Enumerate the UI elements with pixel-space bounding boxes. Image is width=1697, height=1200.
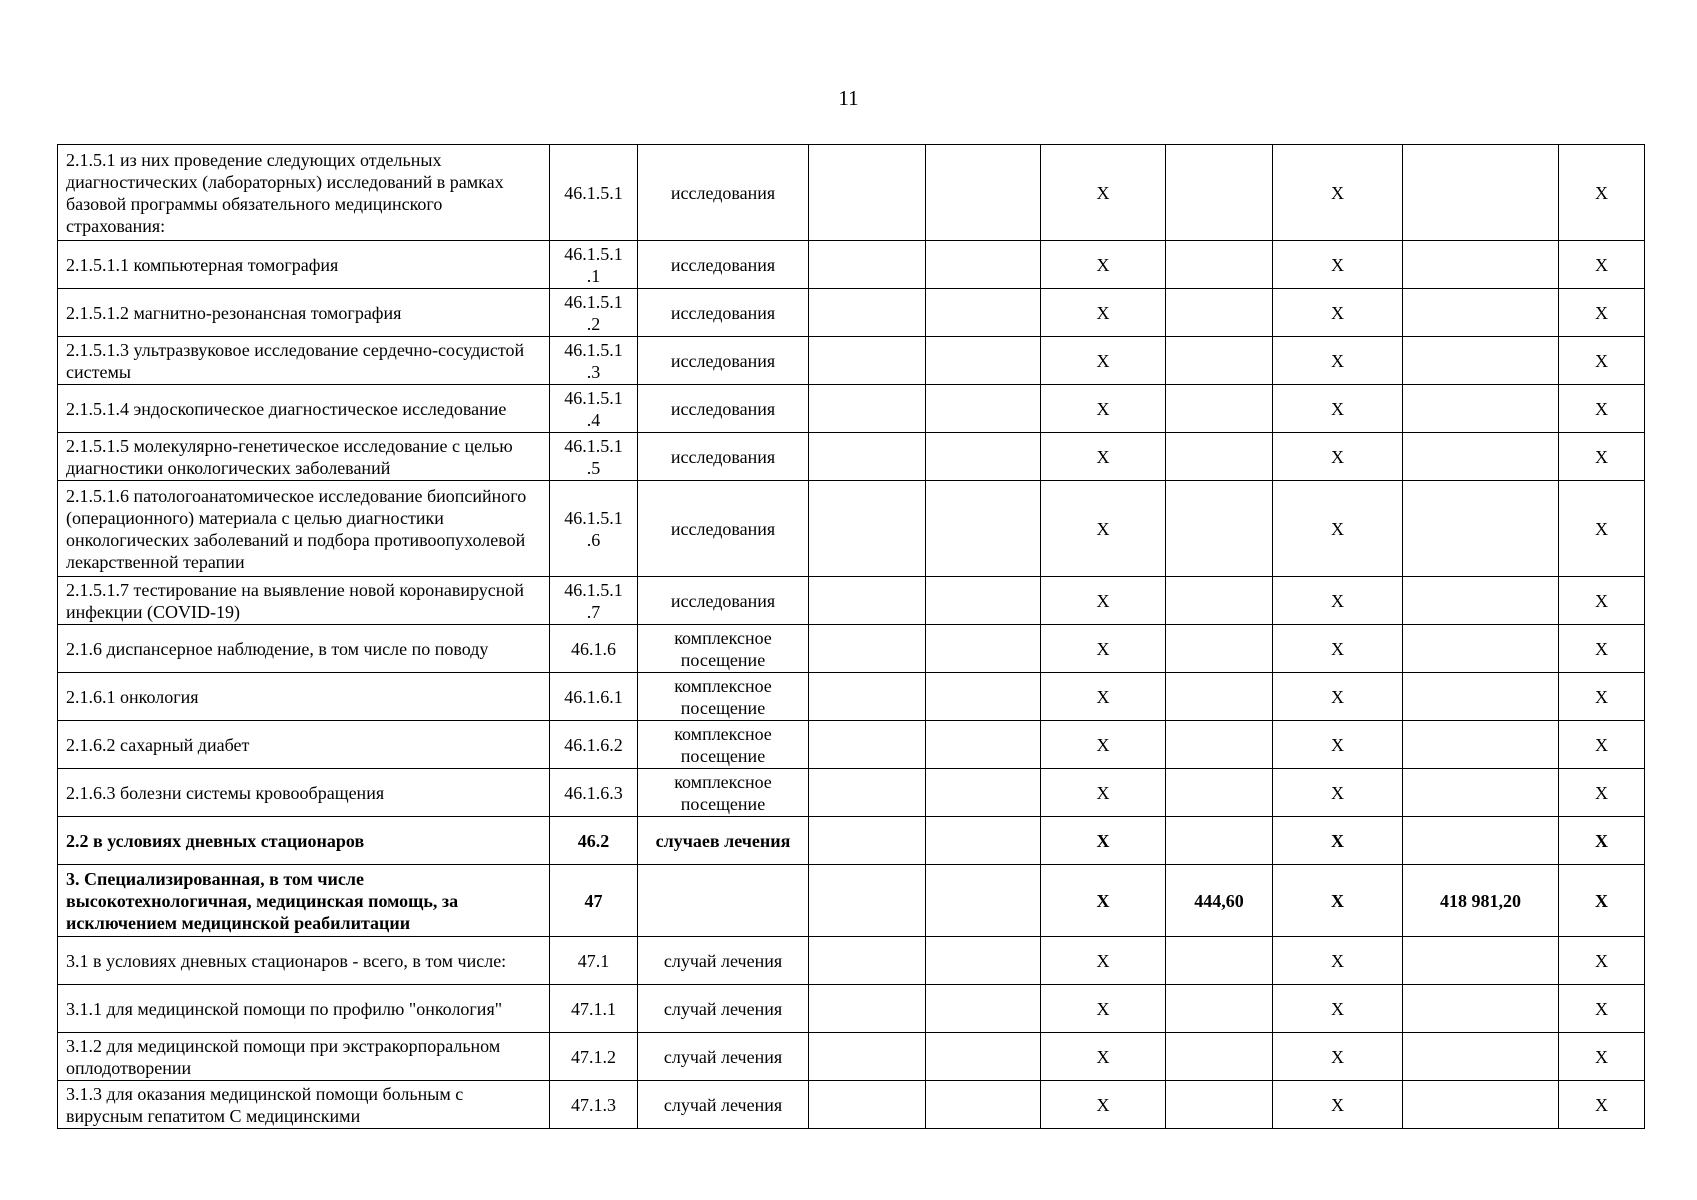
row-value-cell-10: X — [1559, 673, 1645, 721]
row-value-cell-8: X — [1273, 817, 1403, 865]
row-value-cell-5 — [926, 385, 1041, 433]
row-value-cell-4 — [809, 817, 926, 865]
row-code-cell: 46.2 — [550, 817, 638, 865]
row-value-cell-6: X — [1041, 865, 1166, 937]
row-value-cell-7 — [1166, 145, 1273, 241]
row-unit-cell: случаев лечения — [638, 817, 809, 865]
row-value-cell-4 — [809, 625, 926, 673]
row-value-cell-8: X — [1273, 985, 1403, 1033]
row-value-cell-9 — [1403, 481, 1559, 577]
row-unit-cell: исследования — [638, 385, 809, 433]
row-value-cell-9: 418 981,20 — [1403, 865, 1559, 937]
row-name-cell: 2.1.5.1.6 патологоанатомическое исследование биопсийного (операционного) материала с целью диагностики онкологических заболеваний и подбора противоопухолевой лекарственной терапии — [58, 481, 550, 577]
row-value-cell-7 — [1166, 625, 1273, 673]
row-value-cell-10: X — [1559, 865, 1645, 937]
row-value-cell-9 — [1403, 145, 1559, 241]
row-code-cell: 47.1 — [550, 937, 638, 985]
row-value-cell-6: X — [1041, 241, 1166, 289]
row-value-cell-4 — [809, 241, 926, 289]
row-unit-cell: комплексное посещение — [638, 625, 809, 673]
row-value-cell-7 — [1166, 337, 1273, 385]
row-unit-cell: исследования — [638, 577, 809, 625]
row-value-cell-5 — [926, 625, 1041, 673]
row-value-cell-8: X — [1273, 625, 1403, 673]
row-value-cell-8: X — [1273, 721, 1403, 769]
table-row — [58, 673, 1645, 721]
row-value-cell-8: X — [1273, 337, 1403, 385]
row-code-cell: 46.1.5.1 .3 — [550, 337, 638, 385]
row-value-cell-8: X — [1273, 289, 1403, 337]
row-value-cell-7 — [1166, 289, 1273, 337]
row-value-cell-9 — [1403, 1033, 1559, 1081]
row-value-cell-4 — [809, 1033, 926, 1081]
row-code-cell: 46.1.6.1 — [550, 673, 638, 721]
row-code-cell: 47 — [550, 865, 638, 937]
row-value-cell-6: X — [1041, 937, 1166, 985]
row-value-cell-4 — [809, 985, 926, 1033]
row-name-cell: 2.1.6.1 онкология — [58, 673, 550, 721]
row-value-cell-7 — [1166, 721, 1273, 769]
row-value-cell-6: X — [1041, 145, 1166, 241]
table-row — [58, 625, 1645, 673]
row-name-cell: 2.1.5.1.4 эндоскопическое диагностическое исследование — [58, 385, 550, 433]
row-value-cell-6: X — [1041, 721, 1166, 769]
row-value-cell-10: X — [1559, 289, 1645, 337]
row-code-cell: 46.1.6.2 — [550, 721, 638, 769]
row-value-cell-5 — [926, 817, 1041, 865]
row-value-cell-10: X — [1559, 721, 1645, 769]
row-code-cell: 46.1.5.1 .1 — [550, 241, 638, 289]
row-value-cell-6: X — [1041, 577, 1166, 625]
row-value-cell-4 — [809, 145, 926, 241]
row-value-cell-10: X — [1559, 385, 1645, 433]
row-code-cell: 46.1.6 — [550, 625, 638, 673]
row-value-cell-6: X — [1041, 673, 1166, 721]
row-value-cell-6: X — [1041, 481, 1166, 577]
row-unit-cell: случай лечения — [638, 1033, 809, 1081]
row-value-cell-9 — [1403, 1081, 1559, 1129]
row-unit-cell: исследования — [638, 241, 809, 289]
row-value-cell-6: X — [1041, 1081, 1166, 1129]
row-value-cell-5 — [926, 1081, 1041, 1129]
row-unit-cell: исследования — [638, 481, 809, 577]
row-value-cell-10: X — [1559, 241, 1645, 289]
row-value-cell-8: X — [1273, 241, 1403, 289]
row-name-cell: 3.1.2 для медицинской помощи при экстракорпоральном оплодотворении — [58, 1033, 550, 1081]
row-unit-cell: случай лечения — [638, 985, 809, 1033]
row-value-cell-9 — [1403, 673, 1559, 721]
table-row — [58, 145, 1645, 241]
row-name-cell: 3. Специализированная, в том числе высокотехнологичная, медицинская помощь, за исключением медицинской реабилитации — [58, 865, 550, 937]
row-value-cell-7 — [1166, 673, 1273, 721]
row-value-cell-10: X — [1559, 577, 1645, 625]
row-code-cell: 47.1.1 — [550, 985, 638, 1033]
row-value-cell-7: 444,60 — [1166, 865, 1273, 937]
row-code-cell: 46.1.5.1 .7 — [550, 577, 638, 625]
table-row — [58, 1081, 1645, 1129]
row-name-cell: 2.1.5.1.2 магнитно-резонансная томография — [58, 289, 550, 337]
row-value-cell-5 — [926, 289, 1041, 337]
row-value-cell-10: X — [1559, 937, 1645, 985]
row-value-cell-9 — [1403, 385, 1559, 433]
table-row — [58, 769, 1645, 817]
row-value-cell-5 — [926, 433, 1041, 481]
row-value-cell-4 — [809, 385, 926, 433]
table-row — [58, 385, 1645, 433]
row-value-cell-7 — [1166, 985, 1273, 1033]
row-value-cell-5 — [926, 985, 1041, 1033]
table-row — [58, 865, 1645, 937]
row-value-cell-5 — [926, 481, 1041, 577]
row-value-cell-8: X — [1273, 937, 1403, 985]
row-value-cell-10: X — [1559, 769, 1645, 817]
row-value-cell-4 — [809, 865, 926, 937]
row-value-cell-10: X — [1559, 433, 1645, 481]
row-unit-cell: случай лечения — [638, 1081, 809, 1129]
row-value-cell-4 — [809, 433, 926, 481]
row-value-cell-10: X — [1559, 985, 1645, 1033]
row-name-cell: 3.1.1 для медицинской помощи по профилю "онкология" — [58, 985, 550, 1033]
row-value-cell-9 — [1403, 985, 1559, 1033]
row-value-cell-10: X — [1559, 1033, 1645, 1081]
row-name-cell: 2.1.5.1.5 молекулярно-генетическое исследование с целью диагностики онкологических заболеваний — [58, 433, 550, 481]
row-value-cell-9 — [1403, 289, 1559, 337]
row-value-cell-10: X — [1559, 625, 1645, 673]
row-value-cell-6: X — [1041, 625, 1166, 673]
row-value-cell-10: X — [1559, 145, 1645, 241]
row-value-cell-9 — [1403, 577, 1559, 625]
row-value-cell-5 — [926, 145, 1041, 241]
row-unit-cell: исследования — [638, 337, 809, 385]
row-code-cell: 46.1.6.3 — [550, 769, 638, 817]
row-value-cell-6: X — [1041, 817, 1166, 865]
table-row — [58, 289, 1645, 337]
row-code-cell: 46.1.5.1 .6 — [550, 481, 638, 577]
row-value-cell-5 — [926, 1033, 1041, 1081]
document-table — [57, 144, 1645, 1129]
row-value-cell-4 — [809, 289, 926, 337]
row-value-cell-8: X — [1273, 769, 1403, 817]
row-value-cell-8: X — [1273, 1033, 1403, 1081]
row-value-cell-4 — [809, 937, 926, 985]
row-value-cell-9 — [1403, 241, 1559, 289]
row-unit-cell: комплексное посещение — [638, 673, 809, 721]
row-value-cell-7 — [1166, 1081, 1273, 1129]
row-value-cell-10: X — [1559, 1081, 1645, 1129]
table-row — [58, 1033, 1645, 1081]
row-value-cell-4 — [809, 337, 926, 385]
row-value-cell-4 — [809, 481, 926, 577]
row-value-cell-6: X — [1041, 1033, 1166, 1081]
row-code-cell: 47.1.2 — [550, 1033, 638, 1081]
row-value-cell-7 — [1166, 769, 1273, 817]
row-name-cell: 2.1.5.1 из них проведение следующих отдельных диагностических (лабораторных) исследований в рамках базовой программы обязательного медицинского страхования: — [58, 145, 550, 241]
table-row — [58, 337, 1645, 385]
row-value-cell-8: X — [1273, 385, 1403, 433]
row-unit-cell: исследования — [638, 433, 809, 481]
row-value-cell-4 — [809, 577, 926, 625]
row-name-cell: 2.2 в условиях дневных стационаров — [58, 817, 550, 865]
row-name-cell: 2.1.5.1.1 компьютерная томография — [58, 241, 550, 289]
row-value-cell-4 — [809, 721, 926, 769]
row-value-cell-5 — [926, 937, 1041, 985]
row-value-cell-8: X — [1273, 145, 1403, 241]
table-row — [58, 937, 1645, 985]
row-name-cell: 2.1.6.3 болезни системы кровообращения — [58, 769, 550, 817]
table-row — [58, 817, 1645, 865]
row-value-cell-8: X — [1273, 481, 1403, 577]
row-value-cell-7 — [1166, 481, 1273, 577]
row-value-cell-4 — [809, 769, 926, 817]
row-value-cell-9 — [1403, 721, 1559, 769]
row-value-cell-8: X — [1273, 433, 1403, 481]
row-value-cell-10: X — [1559, 337, 1645, 385]
row-value-cell-4 — [809, 673, 926, 721]
row-value-cell-6: X — [1041, 769, 1166, 817]
row-name-cell: 3.1 в условиях дневных стационаров - всего, в том числе: — [58, 937, 550, 985]
row-value-cell-8: X — [1273, 577, 1403, 625]
table-row — [58, 433, 1645, 481]
row-value-cell-4 — [809, 1081, 926, 1129]
row-value-cell-5 — [926, 577, 1041, 625]
row-code-cell: 46.1.5.1 .5 — [550, 433, 638, 481]
table-row — [58, 577, 1645, 625]
row-name-cell: 2.1.5.1.3 ультразвуковое исследование сердечно-сосудистой системы — [58, 337, 550, 385]
row-value-cell-9 — [1403, 937, 1559, 985]
row-name-cell: 2.1.6 диспансерное наблюдение, в том числе по поводу — [58, 625, 550, 673]
row-unit-cell: комплексное посещение — [638, 721, 809, 769]
row-value-cell-5 — [926, 865, 1041, 937]
row-value-cell-6: X — [1041, 289, 1166, 337]
row-value-cell-8: X — [1273, 673, 1403, 721]
row-value-cell-10: X — [1559, 817, 1645, 865]
row-value-cell-9 — [1403, 337, 1559, 385]
row-name-cell: 2.1.6.2 сахарный диабет — [58, 721, 550, 769]
row-value-cell-6: X — [1041, 985, 1166, 1033]
row-value-cell-5 — [926, 673, 1041, 721]
row-value-cell-5 — [926, 337, 1041, 385]
table-body — [58, 145, 1645, 1129]
row-value-cell-6: X — [1041, 337, 1166, 385]
row-name-cell: 3.1.3 для оказания медицинской помощи больным с вирусным гепатитом С медицинскими — [58, 1081, 550, 1129]
row-value-cell-7 — [1166, 937, 1273, 985]
row-code-cell: 46.1.5.1 .4 — [550, 385, 638, 433]
row-value-cell-7 — [1166, 385, 1273, 433]
row-value-cell-9 — [1403, 433, 1559, 481]
row-unit-cell — [638, 865, 809, 937]
row-value-cell-7 — [1166, 1033, 1273, 1081]
row-code-cell: 46.1.5.1 .2 — [550, 289, 638, 337]
row-value-cell-5 — [926, 721, 1041, 769]
table-row — [58, 481, 1645, 577]
row-value-cell-5 — [926, 241, 1041, 289]
row-value-cell-7 — [1166, 241, 1273, 289]
row-value-cell-8: X — [1273, 1081, 1403, 1129]
row-value-cell-9 — [1403, 625, 1559, 673]
row-name-cell: 2.1.5.1.7 тестирование на выявление новой коронавирусной инфекции (COVID-19) — [58, 577, 550, 625]
row-value-cell-6: X — [1041, 385, 1166, 433]
row-value-cell-7 — [1166, 433, 1273, 481]
row-value-cell-7 — [1166, 577, 1273, 625]
row-value-cell-8: X — [1273, 865, 1403, 937]
table-row — [58, 985, 1645, 1033]
row-value-cell-6: X — [1041, 433, 1166, 481]
row-value-cell-7 — [1166, 817, 1273, 865]
row-code-cell: 47.1.3 — [550, 1081, 638, 1129]
row-value-cell-5 — [926, 769, 1041, 817]
row-unit-cell: исследования — [638, 145, 809, 241]
table-row — [58, 721, 1645, 769]
row-value-cell-9 — [1403, 817, 1559, 865]
row-unit-cell: исследования — [638, 289, 809, 337]
row-unit-cell: случай лечения — [638, 937, 809, 985]
row-value-cell-10: X — [1559, 481, 1645, 577]
row-code-cell: 46.1.5.1 — [550, 145, 638, 241]
table-row — [58, 241, 1645, 289]
page-number: 11 — [838, 86, 859, 110]
row-unit-cell: комплексное посещение — [638, 769, 809, 817]
row-value-cell-9 — [1403, 769, 1559, 817]
